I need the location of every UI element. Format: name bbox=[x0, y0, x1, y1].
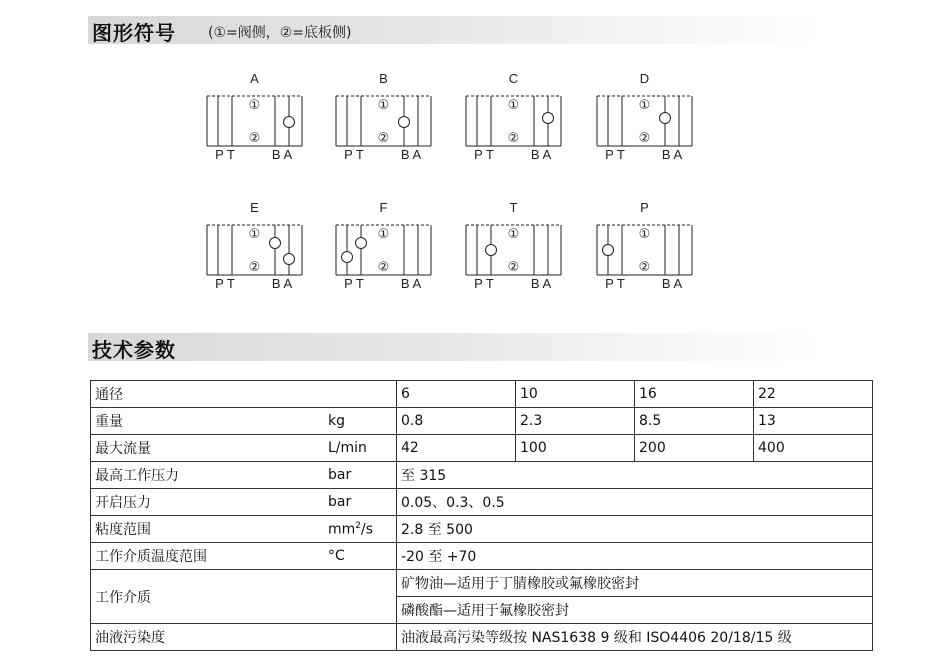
param-unit bbox=[324, 381, 397, 408]
param-value: 10 bbox=[516, 381, 635, 408]
param-unit bbox=[324, 624, 397, 651]
check-ball-icon bbox=[543, 113, 554, 124]
valve-symbol-a bbox=[207, 71, 302, 162]
param-value: 13 bbox=[754, 408, 873, 435]
check-ball-icon bbox=[660, 113, 671, 124]
param-value: 油液最高污染等级按 NAS1638 9 级和 ISO4406 20/18/15 级 bbox=[397, 624, 873, 651]
symbol-label: F bbox=[379, 200, 388, 215]
port-label-right: B A bbox=[400, 147, 422, 162]
unit-tail: /s bbox=[361, 521, 374, 538]
symbol-label: P bbox=[640, 200, 649, 215]
valve-side-marker: ① bbox=[377, 227, 390, 242]
check-ball-icon bbox=[284, 254, 295, 265]
port-label-left: P T bbox=[344, 147, 364, 162]
section-title-params: 技术参数 bbox=[92, 338, 176, 362]
param-value: 200 bbox=[635, 435, 754, 462]
param-name: 最大流量 bbox=[91, 435, 325, 462]
param-unit: bar bbox=[324, 462, 397, 489]
port-label-left: P T bbox=[474, 147, 494, 162]
param-value: 22 bbox=[754, 381, 873, 408]
valve-symbol-p bbox=[597, 200, 692, 291]
param-unit bbox=[324, 516, 397, 543]
unit-base: mm bbox=[328, 521, 356, 538]
section-title-symbols: 图形符号 bbox=[92, 21, 176, 45]
unit-superscript: 2 bbox=[355, 520, 362, 531]
param-value: 400 bbox=[754, 435, 873, 462]
symbol-label: D bbox=[639, 71, 650, 86]
check-ball-icon bbox=[270, 238, 281, 249]
param-unit: kg bbox=[324, 408, 397, 435]
check-ball-icon bbox=[284, 117, 295, 128]
param-name: 重量 bbox=[91, 408, 325, 435]
param-value: -20 至 +70 bbox=[397, 543, 873, 570]
table-row bbox=[91, 381, 873, 408]
table-row bbox=[91, 570, 873, 597]
port-label-right: B A bbox=[530, 147, 552, 162]
check-ball-icon bbox=[356, 238, 367, 249]
port-label-left: P T bbox=[605, 276, 625, 291]
symbol-label: T bbox=[509, 200, 518, 215]
valve-side-marker: ① bbox=[638, 98, 651, 113]
port-label-right: B A bbox=[271, 276, 293, 291]
param-value: 0.8 bbox=[397, 408, 516, 435]
table-row bbox=[91, 408, 873, 435]
plate-side-marker: ② bbox=[638, 260, 651, 275]
table-row bbox=[91, 516, 873, 543]
port-label-right: B A bbox=[661, 147, 683, 162]
table-row bbox=[91, 624, 873, 651]
symbol-label: E bbox=[250, 200, 259, 215]
valve-symbol-t bbox=[466, 200, 561, 291]
param-unit: bar bbox=[324, 489, 397, 516]
valve-side-marker: ① bbox=[507, 98, 520, 113]
plate-side-marker: ② bbox=[377, 131, 390, 146]
param-value: 0.05、0.3、0.5 bbox=[397, 489, 873, 516]
param-name: 开启压力 bbox=[91, 489, 325, 516]
param-value: 2.8 至 500 bbox=[397, 516, 873, 543]
valve-side-marker: ① bbox=[507, 227, 520, 242]
valve-side-marker: ① bbox=[248, 98, 261, 113]
valve-side-marker: ① bbox=[248, 227, 261, 242]
valve-symbol-f bbox=[336, 200, 431, 291]
valve-symbol-b bbox=[336, 71, 431, 162]
check-ball-icon bbox=[342, 252, 353, 263]
section-note-symbols: (①=阀侧，②=底板侧) bbox=[208, 25, 352, 41]
param-unit bbox=[324, 570, 397, 624]
valve-symbol-c bbox=[466, 71, 561, 162]
section-header-params bbox=[88, 333, 818, 361]
param-value: 6 bbox=[397, 381, 516, 408]
plate-side-marker: ② bbox=[248, 131, 261, 146]
param-value: 8.5 bbox=[635, 408, 754, 435]
plate-side-marker: ② bbox=[638, 131, 651, 146]
plate-side-marker: ② bbox=[248, 260, 261, 275]
table-row bbox=[91, 435, 873, 462]
port-label-right: B A bbox=[530, 276, 552, 291]
plate-side-marker: ② bbox=[507, 260, 520, 275]
param-value: 16 bbox=[635, 381, 754, 408]
param-name: 工作介质 bbox=[91, 570, 325, 624]
param-value: 42 bbox=[397, 435, 516, 462]
valve-side-marker: ① bbox=[638, 227, 651, 242]
symbol-label: B bbox=[379, 71, 388, 86]
check-ball-icon bbox=[603, 245, 614, 256]
symbol-label: C bbox=[508, 71, 519, 86]
table-row bbox=[91, 462, 873, 489]
valve-side-marker: ① bbox=[377, 98, 390, 113]
param-unit: L/min bbox=[324, 435, 397, 462]
param-value: 至 315 bbox=[397, 462, 873, 489]
plate-side-marker: ② bbox=[377, 260, 390, 275]
check-ball-icon bbox=[486, 245, 497, 256]
param-value: 矿物油—适用于丁腈橡胶或氟橡胶密封 bbox=[397, 570, 873, 597]
port-label-right: B A bbox=[400, 276, 422, 291]
port-label-left: P T bbox=[605, 147, 625, 162]
port-label-left: P T bbox=[215, 147, 235, 162]
symbol-label: A bbox=[250, 71, 259, 86]
param-name: 最高工作压力 bbox=[91, 462, 325, 489]
plate-side-marker: ② bbox=[507, 131, 520, 146]
table-row bbox=[91, 489, 873, 516]
param-value: 100 bbox=[516, 435, 635, 462]
port-label-left: P T bbox=[474, 276, 494, 291]
param-value: 2.3 bbox=[516, 408, 635, 435]
valve-symbol-e bbox=[207, 200, 302, 291]
param-name: 工作介质温度范围 bbox=[91, 543, 325, 570]
parameters-table bbox=[90, 380, 873, 651]
valve-symbol-d bbox=[597, 71, 692, 162]
table-row bbox=[91, 543, 873, 570]
check-ball-icon bbox=[399, 117, 410, 128]
hydraulic-symbols bbox=[0, 0, 930, 330]
port-label-left: P T bbox=[344, 276, 364, 291]
port-label-right: B A bbox=[271, 147, 293, 162]
param-name: 粘度范围 bbox=[91, 516, 325, 543]
port-label-left: P T bbox=[215, 276, 235, 291]
param-value: 磷酸酯—适用于氟橡胶密封 bbox=[397, 597, 873, 624]
param-unit: °C bbox=[324, 543, 397, 570]
param-name: 油液污染度 bbox=[91, 624, 325, 651]
param-name: 通径 bbox=[91, 381, 325, 408]
port-label-right: B A bbox=[661, 276, 683, 291]
